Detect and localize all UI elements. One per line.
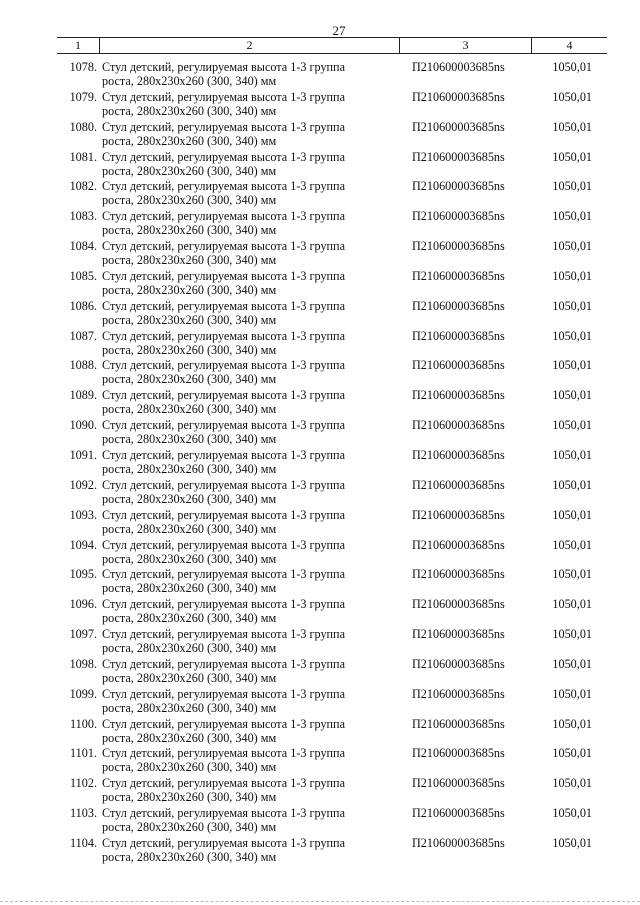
row-number: 1092. bbox=[69, 477, 97, 492]
table-row bbox=[57, 418, 607, 448]
inventory-code: П210600003685ns bbox=[412, 328, 505, 343]
item-description bbox=[100, 746, 400, 776]
inventory-code: П210600003685ns bbox=[412, 806, 505, 821]
item-description bbox=[100, 269, 400, 299]
item-description-line-2: роста, 280x230x260 (300, 340) мм bbox=[102, 849, 277, 864]
item-price: 1050,01 bbox=[552, 60, 592, 74]
item-price: 1050,01 bbox=[552, 746, 592, 761]
item-description bbox=[100, 776, 400, 806]
inventory-code: П210600003685ns bbox=[412, 567, 505, 582]
item-description bbox=[100, 538, 400, 568]
row-number: 1101. bbox=[70, 746, 97, 761]
item-description-line-1: Стул детский, регулируемая высота 1-3 группа bbox=[102, 298, 345, 313]
row-number: 1094. bbox=[69, 537, 97, 552]
item-description-line-2: роста, 280x230x260 (300, 340) мм bbox=[102, 282, 277, 297]
item-description-line-1: Стул детский, регулируемая высота 1-3 группа bbox=[102, 149, 345, 164]
item-description bbox=[100, 567, 400, 597]
item-description-line-2: роста, 280x230x260 (300, 340) мм bbox=[102, 820, 277, 835]
inventory-code: П210600003685ns bbox=[412, 358, 505, 373]
item-description-line-1: Стул детский, регулируемая высота 1-3 группа bbox=[102, 746, 345, 761]
item-price: 1050,01 bbox=[552, 447, 592, 462]
inventory-code: П210600003685ns bbox=[412, 656, 505, 671]
inventory-code: П210600003685ns bbox=[412, 239, 505, 254]
item-price: 1050,01 bbox=[552, 627, 592, 642]
item-price: 1050,01 bbox=[552, 239, 592, 254]
item-description-line-2: роста, 280x230x260 (300, 340) мм bbox=[102, 790, 277, 805]
item-description-line-2: роста, 280x230x260 (300, 340) мм bbox=[102, 193, 277, 208]
item-description-line-2: роста, 280x230x260 (300, 340) мм bbox=[102, 730, 277, 745]
item-description-line-2: роста, 280x230x260 (300, 340) мм bbox=[102, 163, 277, 178]
table-header bbox=[57, 37, 607, 54]
table-row bbox=[57, 60, 607, 90]
row-number: 1078. bbox=[69, 60, 97, 74]
item-description-line-2: роста, 280x230x260 (300, 340) мм bbox=[102, 641, 277, 656]
item-description bbox=[100, 299, 400, 329]
inventory-code: П210600003685ns bbox=[412, 89, 505, 104]
column-header-3: 3 bbox=[400, 38, 532, 53]
item-description-line-1: Стул детский, регулируемая высота 1-3 группа bbox=[102, 776, 345, 791]
inventory-code: П210600003685ns bbox=[412, 418, 505, 433]
inventory-code: П210600003685ns bbox=[412, 447, 505, 462]
item-description-line-2: роста, 280x230x260 (300, 340) мм bbox=[102, 372, 277, 387]
item-description-line-1: Стул детский, регулируемая высота 1-3 группа bbox=[102, 537, 345, 552]
table-row bbox=[57, 269, 607, 299]
item-description-line-1: Стул детский, регулируемая высота 1-3 группа bbox=[102, 268, 345, 283]
item-description bbox=[100, 657, 400, 687]
item-price: 1050,01 bbox=[552, 567, 592, 582]
inventory-table bbox=[57, 37, 607, 866]
item-description-line-2: роста, 280x230x260 (300, 340) мм bbox=[102, 253, 277, 268]
inventory-code: П210600003685ns bbox=[412, 627, 505, 642]
table-row bbox=[57, 538, 607, 568]
item-description-line-1: Стул детский, регулируемая высота 1-3 группа bbox=[102, 567, 345, 582]
item-description bbox=[100, 90, 400, 120]
table-row bbox=[57, 478, 607, 508]
row-number: 1095. bbox=[69, 567, 97, 582]
inventory-code: П210600003685ns bbox=[412, 388, 505, 403]
table-row bbox=[57, 717, 607, 747]
row-number: 1098. bbox=[69, 656, 97, 671]
item-price: 1050,01 bbox=[552, 298, 592, 313]
row-number: 1100. bbox=[70, 716, 97, 731]
inventory-code: П210600003685ns bbox=[412, 835, 505, 850]
item-description-line-2: роста, 280x230x260 (300, 340) мм bbox=[102, 103, 277, 118]
item-price: 1050,01 bbox=[552, 686, 592, 701]
item-description-line-1: Стул детский, регулируемая высота 1-3 группа bbox=[102, 328, 345, 343]
item-description bbox=[100, 418, 400, 448]
row-number: 1091. bbox=[69, 447, 97, 462]
item-price: 1050,01 bbox=[552, 806, 592, 821]
inventory-code: П210600003685ns bbox=[412, 60, 505, 74]
item-description bbox=[100, 179, 400, 209]
item-description-line-1: Стул детский, регулируемая высота 1-3 группа bbox=[102, 597, 345, 612]
table-row bbox=[57, 358, 607, 388]
inventory-code: П210600003685ns bbox=[412, 209, 505, 224]
item-price: 1050,01 bbox=[552, 358, 592, 373]
row-number: 1102. bbox=[70, 776, 97, 791]
row-number: 1090. bbox=[69, 418, 97, 433]
item-description-line-1: Стул детский, регулируемая высота 1-3 группа bbox=[102, 835, 345, 850]
column-header-1: 1 bbox=[57, 38, 100, 53]
item-description bbox=[100, 120, 400, 150]
row-number: 1089. bbox=[69, 388, 97, 403]
item-price: 1050,01 bbox=[552, 89, 592, 104]
row-number: 1096. bbox=[69, 597, 97, 612]
item-description-line-1: Стул детский, регулируемая высота 1-3 группа bbox=[102, 89, 345, 104]
item-description bbox=[100, 358, 400, 388]
inventory-code: П210600003685ns bbox=[412, 776, 505, 791]
inventory-code: П210600003685ns bbox=[412, 686, 505, 701]
item-description-line-1: Стул детский, регулируемая высота 1-3 группа bbox=[102, 477, 345, 492]
row-number: 1081. bbox=[69, 149, 97, 164]
item-price: 1050,01 bbox=[552, 119, 592, 134]
table-row bbox=[57, 836, 607, 866]
inventory-code: П210600003685ns bbox=[412, 716, 505, 731]
item-description-line-1: Стул детский, регулируемая высота 1-3 группа bbox=[102, 388, 345, 403]
item-description-line-2: роста, 280x230x260 (300, 340) мм bbox=[102, 133, 277, 148]
table-row bbox=[57, 388, 607, 418]
item-description-line-2: роста, 280x230x260 (300, 340) мм bbox=[102, 491, 277, 506]
table-row bbox=[57, 806, 607, 836]
item-price: 1050,01 bbox=[552, 388, 592, 403]
item-price: 1050,01 bbox=[552, 716, 592, 731]
row-number: 1099. bbox=[69, 686, 97, 701]
item-description bbox=[100, 508, 400, 538]
item-price: 1050,01 bbox=[552, 149, 592, 164]
item-description-line-1: Стул детский, регулируемая высота 1-3 группа bbox=[102, 119, 345, 134]
row-number: 1103. bbox=[70, 806, 97, 821]
item-description bbox=[100, 329, 400, 359]
table-row bbox=[57, 657, 607, 687]
inventory-code: П210600003685ns bbox=[412, 149, 505, 164]
item-description-line-2: роста, 280x230x260 (300, 340) мм bbox=[102, 551, 277, 566]
table-row bbox=[57, 746, 607, 776]
inventory-code: П210600003685ns bbox=[412, 597, 505, 612]
table-row bbox=[57, 239, 607, 269]
item-description-line-2: роста, 280x230x260 (300, 340) мм bbox=[102, 74, 277, 88]
item-description-line-2: роста, 280x230x260 (300, 340) мм bbox=[102, 223, 277, 238]
inventory-code: П210600003685ns bbox=[412, 746, 505, 761]
item-description-line-2: роста, 280x230x260 (300, 340) мм bbox=[102, 521, 277, 536]
item-price: 1050,01 bbox=[552, 179, 592, 194]
table-row bbox=[57, 627, 607, 657]
inventory-code: П210600003685ns bbox=[412, 477, 505, 492]
item-price: 1050,01 bbox=[552, 209, 592, 224]
item-description bbox=[100, 597, 400, 627]
item-description bbox=[100, 60, 400, 90]
item-description bbox=[100, 717, 400, 747]
item-description-line-2: роста, 280x230x260 (300, 340) мм bbox=[102, 760, 277, 775]
table-row bbox=[57, 90, 607, 120]
item-description-line-1: Стул детский, регулируемая высота 1-3 группа bbox=[102, 209, 345, 224]
inventory-code: П210600003685ns bbox=[412, 537, 505, 552]
table-row bbox=[57, 597, 607, 627]
table-row bbox=[57, 567, 607, 597]
table-row bbox=[57, 150, 607, 180]
row-number: 1104. bbox=[70, 835, 97, 850]
table-row bbox=[57, 329, 607, 359]
item-price: 1050,01 bbox=[552, 477, 592, 492]
item-description-line-1: Стул детский, регулируемая высота 1-3 группа bbox=[102, 806, 345, 821]
table-body bbox=[57, 60, 607, 866]
inventory-code: П210600003685ns bbox=[412, 179, 505, 194]
item-description-line-1: Стул детский, регулируемая высота 1-3 группа bbox=[102, 716, 345, 731]
row-number: 1097. bbox=[69, 627, 97, 642]
page-edge-rule bbox=[0, 901, 640, 902]
item-description-line-1: Стул детский, регулируемая высота 1-3 группа bbox=[102, 686, 345, 701]
item-price: 1050,01 bbox=[552, 537, 592, 552]
item-description bbox=[100, 478, 400, 508]
inventory-code: П210600003685ns bbox=[412, 507, 505, 522]
row-number: 1087. bbox=[69, 328, 97, 343]
item-description-line-1: Стул детский, регулируемая высота 1-3 группа bbox=[102, 239, 345, 254]
item-price: 1050,01 bbox=[552, 328, 592, 343]
row-number: 1084. bbox=[69, 239, 97, 254]
row-number: 1082. bbox=[69, 179, 97, 194]
table-row bbox=[57, 209, 607, 239]
item-description-line-1: Стул детский, регулируемая высота 1-3 группа bbox=[102, 627, 345, 642]
row-number: 1086. bbox=[69, 298, 97, 313]
item-description-line-1: Стул детский, регулируемая высота 1-3 группа bbox=[102, 60, 345, 74]
row-number: 1088. bbox=[69, 358, 97, 373]
item-description bbox=[100, 448, 400, 478]
row-number: 1083. bbox=[69, 209, 97, 224]
item-description bbox=[100, 806, 400, 836]
item-price: 1050,01 bbox=[552, 835, 592, 850]
item-description-line-1: Стул детский, регулируемая высота 1-3 группа bbox=[102, 656, 345, 671]
table-row bbox=[57, 179, 607, 209]
page-number: 27 bbox=[332, 23, 346, 38]
item-description-line-1: Стул детский, регулируемая высота 1-3 группа bbox=[102, 358, 345, 373]
item-price: 1050,01 bbox=[552, 268, 592, 283]
inventory-code: П210600003685ns bbox=[412, 119, 505, 134]
item-description-line-2: роста, 280x230x260 (300, 340) мм bbox=[102, 461, 277, 476]
row-number: 1093. bbox=[69, 507, 97, 522]
item-description-line-2: роста, 280x230x260 (300, 340) мм bbox=[102, 670, 277, 685]
table-row bbox=[57, 120, 607, 150]
item-description bbox=[100, 239, 400, 269]
item-description-line-1: Стул детский, регулируемая высота 1-3 группа bbox=[102, 507, 345, 522]
item-description bbox=[100, 150, 400, 180]
table-row bbox=[57, 687, 607, 717]
item-description bbox=[100, 209, 400, 239]
inventory-code: П210600003685ns bbox=[412, 298, 505, 313]
row-number: 1079. bbox=[69, 89, 97, 104]
table-row bbox=[57, 299, 607, 329]
column-header-4: 4 bbox=[566, 38, 573, 52]
item-description-line-2: роста, 280x230x260 (300, 340) мм bbox=[102, 432, 277, 447]
item-description-line-1: Стул детский, регулируемая высота 1-3 группа bbox=[102, 418, 345, 433]
item-description-line-2: роста, 280x230x260 (300, 340) мм bbox=[102, 342, 277, 357]
item-price: 1050,01 bbox=[552, 597, 592, 612]
item-price: 1050,01 bbox=[552, 656, 592, 671]
item-description bbox=[100, 836, 400, 866]
item-price: 1050,01 bbox=[552, 507, 592, 522]
table-row bbox=[57, 776, 607, 806]
item-description-line-1: Стул детский, регулируемая высота 1-3 группа bbox=[102, 179, 345, 194]
column-header-2: 2 bbox=[100, 38, 400, 53]
item-description bbox=[100, 627, 400, 657]
item-description-line-2: роста, 280x230x260 (300, 340) мм bbox=[102, 312, 277, 327]
item-description-line-2: роста, 280x230x260 (300, 340) мм bbox=[102, 402, 277, 417]
row-number: 1080. bbox=[69, 119, 97, 134]
item-description bbox=[100, 687, 400, 717]
item-description-line-2: роста, 280x230x260 (300, 340) мм bbox=[102, 700, 277, 715]
item-price: 1050,01 bbox=[552, 418, 592, 433]
item-description bbox=[100, 388, 400, 418]
item-price: 1050,01 bbox=[552, 776, 592, 791]
item-description-line-2: роста, 280x230x260 (300, 340) мм bbox=[102, 611, 277, 626]
item-description-line-2: роста, 280x230x260 (300, 340) мм bbox=[102, 581, 277, 596]
item-description-line-1: Стул детский, регулируемая высота 1-3 группа bbox=[102, 447, 345, 462]
table-row bbox=[57, 448, 607, 478]
inventory-code: П210600003685ns bbox=[412, 268, 505, 283]
row-number: 1085. bbox=[69, 268, 97, 283]
table-row bbox=[57, 508, 607, 538]
